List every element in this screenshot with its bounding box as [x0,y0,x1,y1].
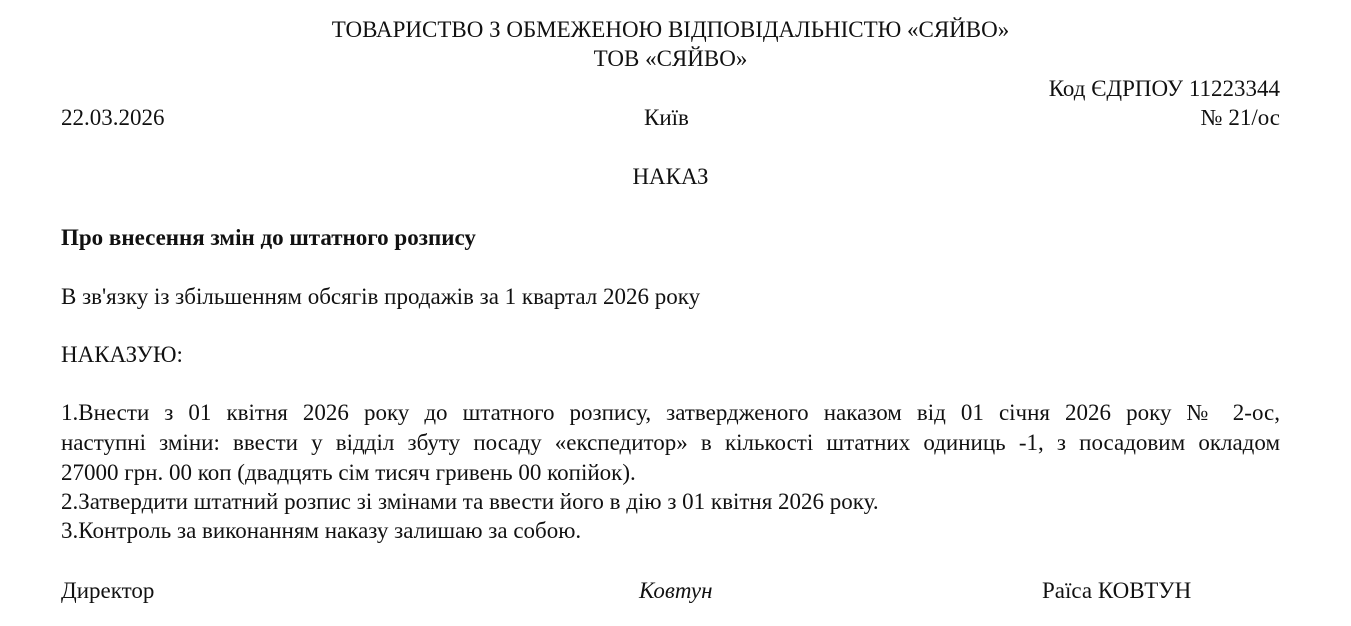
signatory-position: Директор [61,578,155,603]
signatory-name: Раїса КОВТУН [1042,578,1192,603]
handwritten-signature: Ковтун [639,578,713,603]
edrpou-code: Код ЄДРПОУ 11223344 [1048,76,1280,101]
document-preamble: В зв'язку із збільшенням обсягів продажів за 1 квартал 2026 року [61,284,701,309]
document-type-title: НАКАЗ [632,164,709,189]
document-city: Київ [644,105,689,130]
document-number: № 21/ос [1200,105,1280,130]
document-subject: Про внесення змін до штатного розпису [61,225,476,250]
order-item-1 [61,398,1280,458]
order-word: НАКАЗУЮ: [61,342,183,367]
order-item-3: 3.Контроль за виконанням наказу залишаю за собою. [61,518,582,543]
order-item-1-line-1: 1.Внести з 01 квітня 2026 року до штатного розпису, затвердженого наказом від 01 січня 2026 року № 2-ос, [61,400,1280,425]
order-item-1-line-2: наступні зміни: ввести у відділ збуту посаду «експедитор» в кількості штатних одиниць -1, з посадовим окладом [61,430,1280,455]
order-item-2: 2.Затвердити штатний розпис зі змінами та ввести його в дію з 01 квітня 2026 року. [61,489,879,514]
document-date: 22.03.2026 [61,105,165,130]
order-item-1-line-3: 27000 грн. 00 коп (двадцять сім тисяч гривень 00 копійок). [61,460,636,485]
company-short-name: ТОВ «СЯЙВО» [593,46,748,71]
company-full-name: ТОВАРИСТВО З ОБМЕЖЕНОЮ ВІДПОВІДАЛЬНІСТЮ «СЯЙВО» [331,17,1010,42]
